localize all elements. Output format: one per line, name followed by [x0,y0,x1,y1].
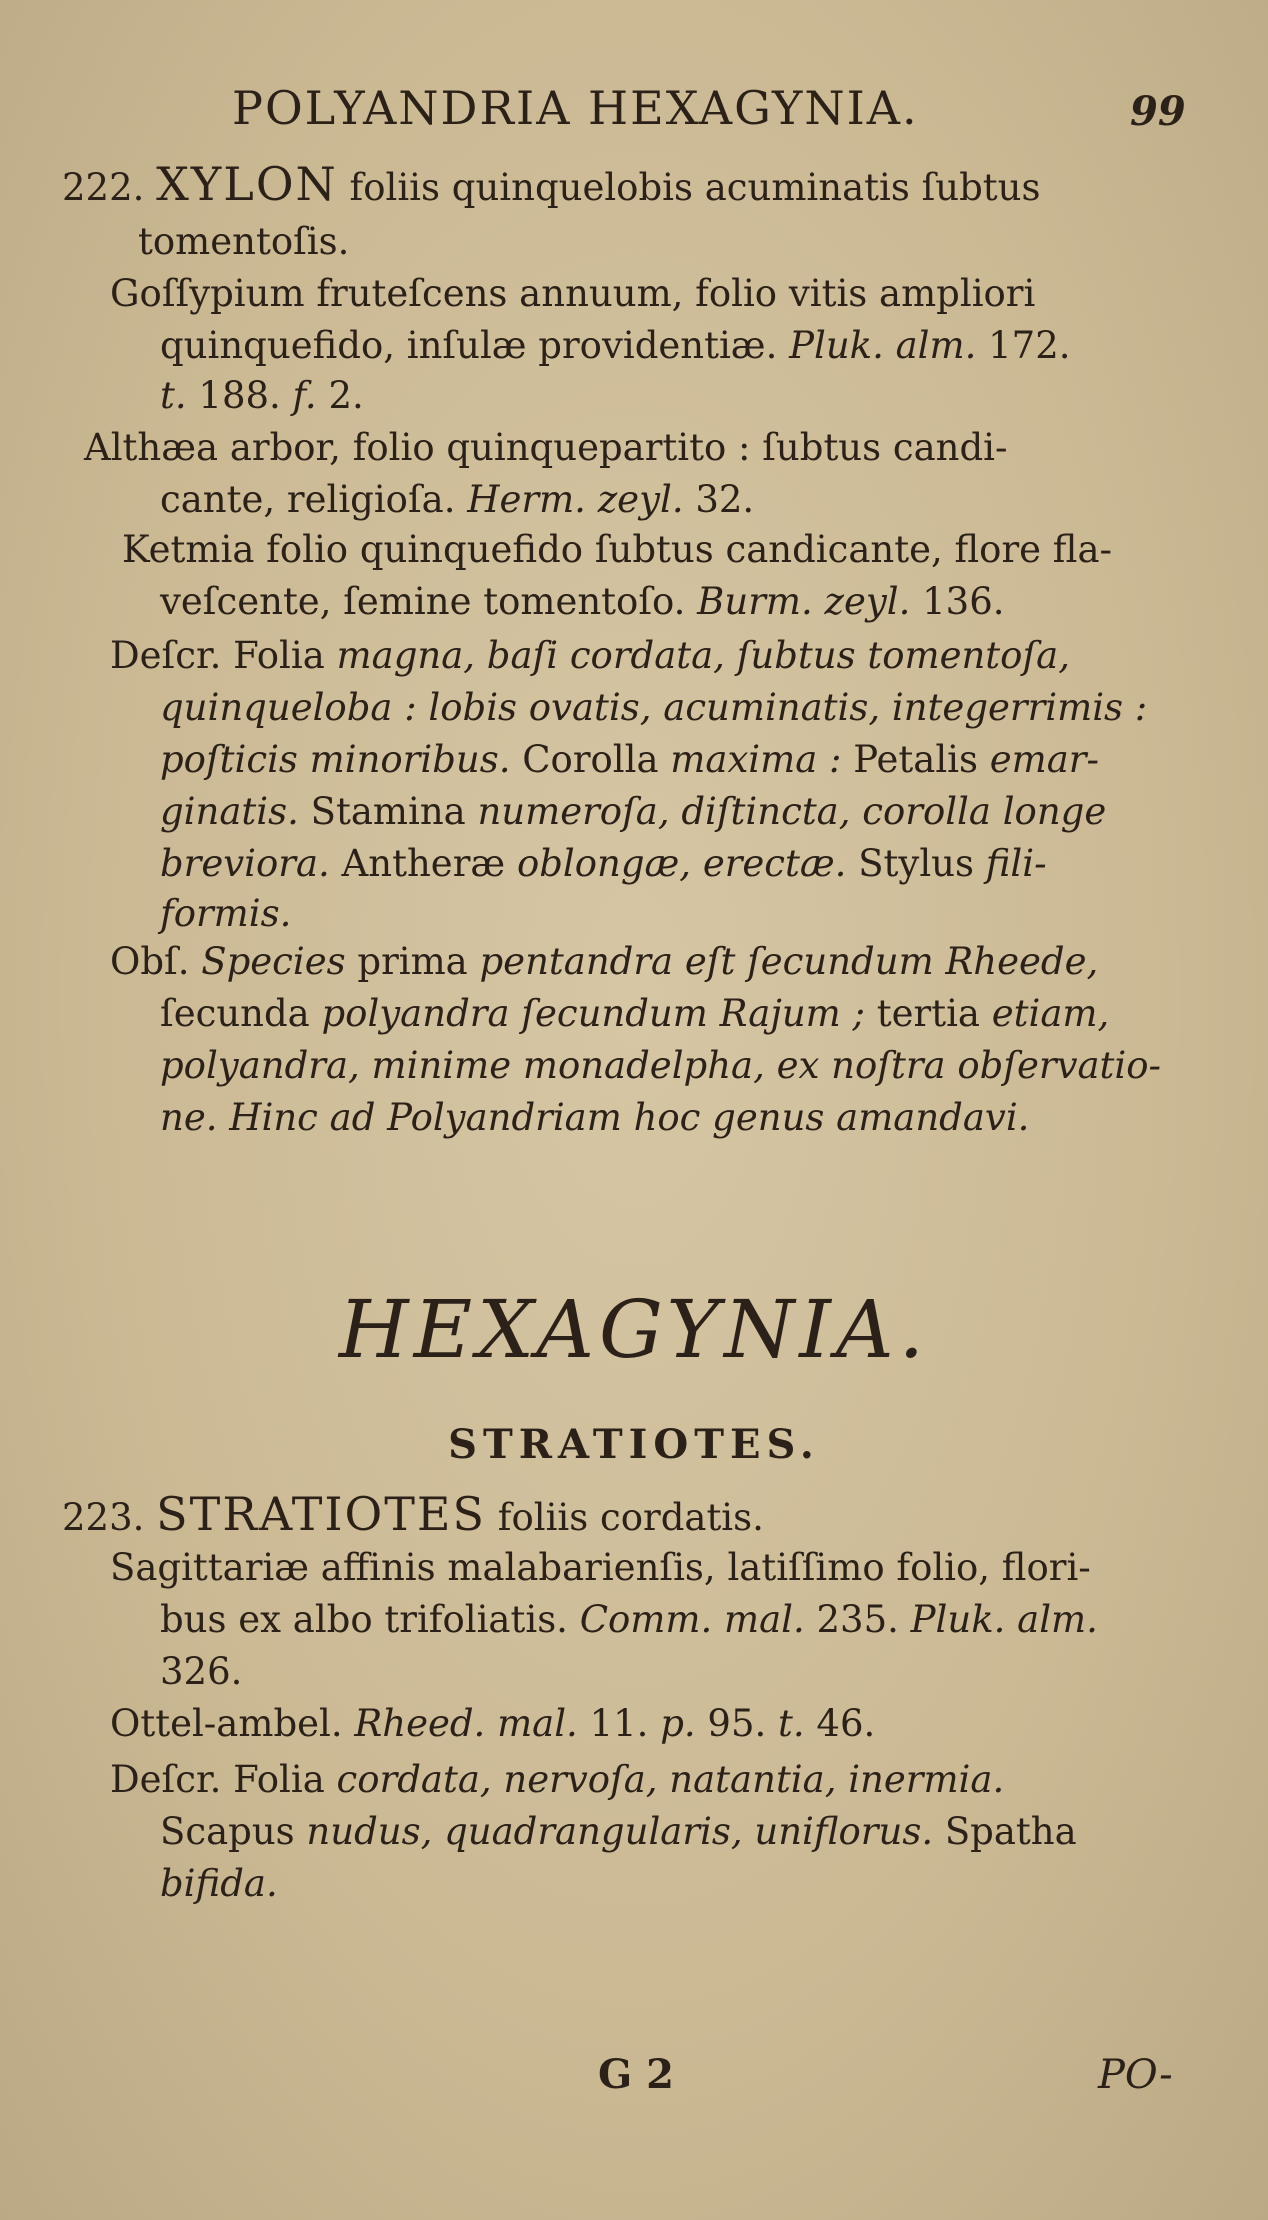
text-run: 326. [160,1650,243,1693]
text-line [110,1700,875,1748]
text-line [160,890,291,938]
text-run: Comm. mal. [579,1598,805,1641]
text-run: Althæa arbor, folio quinquepartito : ſubtus candi- [84,426,1008,469]
text-run: Pluk. alm. [789,324,977,367]
text-run: prima [345,940,480,983]
text-run: etiam, [991,992,1110,1035]
text-run: Obſ. [110,940,202,983]
text-line [110,1756,1004,1804]
text-run: Goſſypium frutеſcens annuum, folio vitis ampliori [110,272,1036,315]
page-number: 99 [1130,88,1186,135]
text-line [160,990,1109,1038]
text-run: emar- [989,738,1099,781]
text-run: STRATIOTES [156,1487,487,1541]
text-run: pentandra eſt ſecundum Rheede, [479,940,1099,983]
section-title: HEXAGYNIA. [338,1283,930,1376]
text-line [160,788,1106,836]
text-run: Antheræ [329,842,517,885]
text-line [160,1648,242,1696]
text-run: Scapus [160,1810,307,1853]
text-run: Deſcr. Folia [110,1758,337,1801]
text-line [160,372,364,420]
text-line [160,1860,278,1908]
text-run: foliis quinquelobis acuminatis ſubtus [337,166,1041,209]
text-run: Sagittariæ affinis malabarienſis, latiſſimo folio, flori- [110,1546,1091,1589]
text-line [110,938,1098,986]
text-run: Stamina [298,790,478,833]
catchword: PO- [1098,2052,1173,2098]
text-run: bus ex albo trifoliatis. [160,1598,580,1641]
text-run: tertia [864,992,992,1035]
text-run: veſcente, ſemine tomentoſo. [160,580,698,623]
text-line [160,1596,1098,1644]
text-run: XYLON [156,157,338,211]
text-line [84,424,1008,472]
text-run: Spatha [933,1810,1077,1853]
text-run: Deſcr. Folia [110,634,337,677]
text-run: Ottel-ambel. [110,1702,355,1745]
text-run: ne. Hinc ad Polyandriam hoc genus amandavi. [160,1096,1030,1139]
text-run: t. [778,1702,805,1745]
text-run: 2. [316,374,364,417]
text-run: ſecunda [160,992,322,1035]
text-run: ginatis. [160,790,299,833]
text-run: bifida. [160,1862,278,1905]
text-run: formis. [160,892,292,935]
text-run: 222. [62,166,157,209]
text-run: nudus, quadrangularis, uniflorus. [306,1810,934,1853]
text-run: p. [660,1702,696,1745]
text-line [160,840,1047,888]
text-run: 188. [186,374,293,417]
text-run: Herm. zeyl. [467,478,684,521]
text-line [110,632,1070,680]
text-run: magna, baſi cordata, ſubtus tomentoſa, [336,634,1070,677]
text-line [160,736,1099,784]
page-header [0,78,1268,138]
text-line [62,1487,764,1542]
text-run: quinquefido, inſulæ providentiæ. [160,324,790,367]
text-line [160,1042,1161,1090]
text-run: Pluk. alm. [910,1598,1098,1641]
text-run: Ketmia folio quinquefido ſubtus candicante, flore fla- [122,528,1113,571]
text-run: maxima : [670,738,842,781]
text-run: polyandra, minime monadelpha, ex noſtra obſervatio- [160,1044,1162,1087]
text-run: polyandra ſecundum Rajum ; [321,992,865,1035]
text-line [110,270,1035,318]
text-run: Burm. zeyl. [697,580,911,623]
text-run: Petalis [841,738,990,781]
text-run: breviora. [160,842,330,885]
text-run: Rheed. mal. [354,1702,578,1745]
text-line [62,157,1041,212]
text-run: 235. [804,1598,911,1641]
text-line [110,1544,1091,1592]
text-run: foliis cordatis. [486,1496,764,1539]
text-run: quinqueloba : lobis ovatis, acuminatis, integerrimis : [160,686,1148,729]
text-run: Species [201,940,346,983]
text-run: poſticis minoribus. [160,738,511,781]
text-line [160,1808,1077,1856]
text-line [138,218,349,266]
text-run: numeroſa, diſtincta, corolla longe [477,790,1107,833]
text-line [160,476,754,524]
text-run: t. [160,374,187,417]
text-run: 172. [976,324,1071,367]
text-run: cante, religioſa. [160,478,468,521]
text-line [160,578,1005,626]
text-run: cordata, nervoſa, natantia, inermia. [336,1758,1005,1801]
signature-mark: G 2 [598,2051,674,2098]
text-run: 32. [683,478,755,521]
text-line [160,1094,1029,1142]
text-run: Stylus [846,842,986,885]
text-line [122,526,1112,574]
text-run: 223. [62,1496,157,1539]
text-run: 11. [577,1702,661,1745]
text-run: oblongæ, erectæ. [516,842,847,885]
text-run: 95. [695,1702,779,1745]
text-run: tomentoſis. [138,220,350,263]
text-line [160,322,1071,370]
running-head: POLYANDRIA HEXAGYNIA. [232,81,919,135]
text-run: 46. [804,1702,876,1745]
text-run: 136. [910,580,1005,623]
text-run: f. [292,374,317,417]
text-run: fili- [985,842,1047,885]
text-line [160,684,1147,732]
genus-title: STRATIOTES. [448,1421,820,1468]
text-run: Corolla [510,738,671,781]
page-footer [0,2045,1268,2105]
